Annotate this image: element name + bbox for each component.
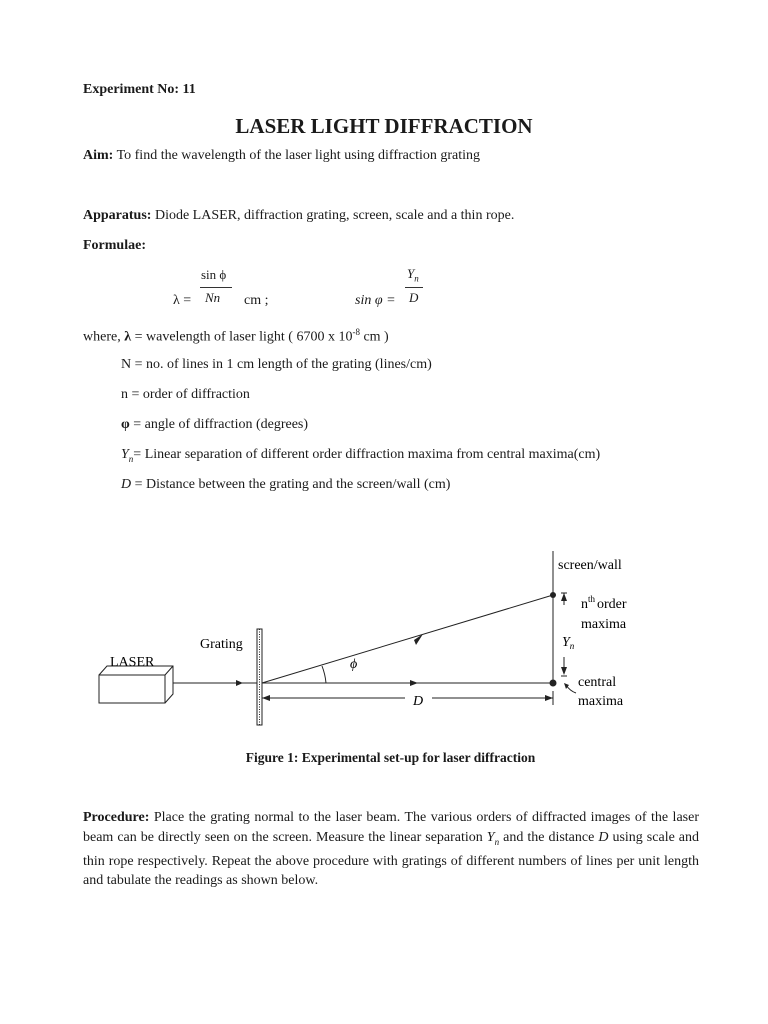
laser-label: LASER [110, 655, 155, 670]
experimental-setup-diagram [0, 545, 768, 745]
central-label: central [578, 675, 617, 690]
apparatus-line [83, 208, 514, 224]
aim-line [83, 148, 480, 164]
grating-label: Grating [200, 637, 243, 652]
yn-label: $Y_n$ [562, 635, 575, 651]
definition-D: D = Distance between the grating and the screen/wall (cm) [121, 477, 451, 492]
where-line: where, λ = wavelength of laser light ( 6700 x $10^{-8}$ cm ) [83, 327, 389, 345]
formula2-denominator: D [409, 290, 419, 305]
central-maxima-label: maxima [578, 694, 624, 709]
apparatus-text: Diode LASER, diffraction grating, screen, scale and a thin rope. [151, 208, 515, 223]
grating [257, 629, 262, 725]
definition-Yn: $Y_n=$ Linear separation of different order diffraction maxima from central maxima(cm) [121, 447, 601, 464]
formula1-unit: cm ; [244, 293, 269, 308]
d-label: D [413, 694, 424, 709]
formula2-lhs: sin φ = [355, 293, 396, 308]
aim-text: To find the wavelength of the laser light using diffraction grating [113, 148, 481, 163]
nth-order-label: $n^{th}$ order [581, 594, 627, 612]
formulae-label: Formulae: [83, 238, 146, 253]
definition-phi: φ = angle of diffraction (degrees) [121, 417, 309, 432]
page-title: LASER LIGHT DIFFRACTION [235, 114, 533, 138]
screen-label: screen/wall [558, 558, 622, 573]
experiment-number: Experiment No: 11 [83, 82, 196, 97]
aim-label: Aim: [83, 148, 114, 163]
phi-label: ϕ [350, 657, 358, 672]
formula1-lhs: λ = [173, 293, 192, 308]
nth-maxima-label: maxima [581, 617, 627, 632]
definition-N: N = no. of lines in 1 cm length of the grating (lines/cm) [121, 357, 432, 372]
formula1-denominator: Nn [205, 290, 221, 305]
definition-n: n = order of diffraction [121, 387, 250, 402]
apparatus-label: Apparatus: [83, 208, 152, 223]
formula1-numerator: sin ϕ [201, 267, 227, 282]
laser-box [99, 666, 173, 703]
procedure-paragraph: Procedure: Place the grating normal to the laser beam. The various orders of diffracted images of the laser beam can be directly seen on the screen. Measure the linear separation $Y_n$ and the distance D using scale and thin rope respectively. Repeat the above procedure with gratings of different numbers of lines per unit length and tabulate the readings as shown below. [83, 810, 700, 889]
figure-caption: Figure 1: Experimental set-up for laser diffraction [245, 750, 536, 765]
formula2-numerator: $Y_n$ [407, 266, 419, 284]
